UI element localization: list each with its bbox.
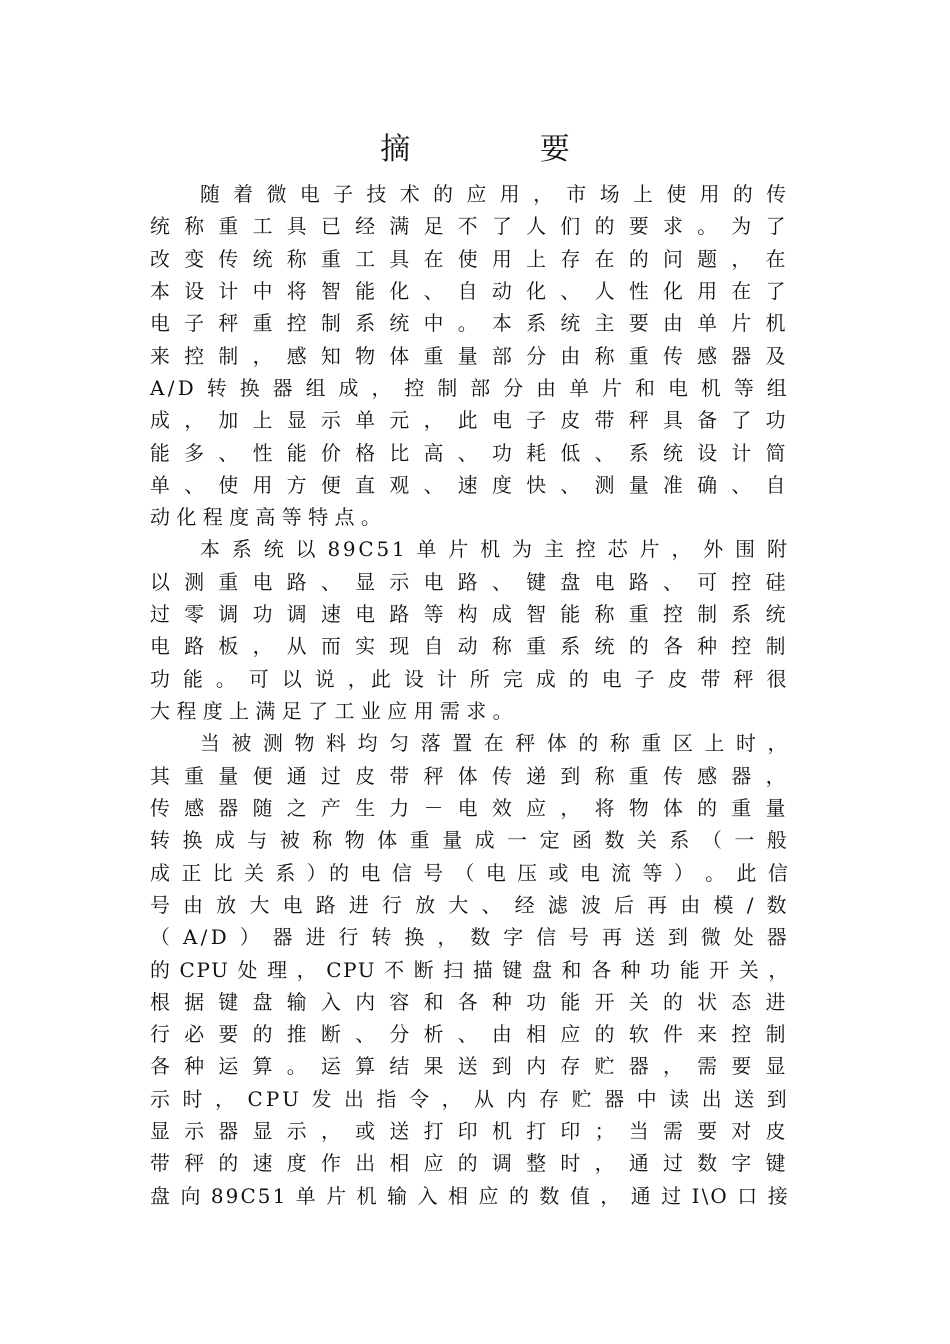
text-line-content: 动 化 程 度 高 等 特 点 。	[150, 505, 381, 530]
text-line	[150, 275, 790, 307]
text-line-content: 根 据 键 盘 输 入 内 容 和 各 种 功 能 开 关 的 状 态 进	[150, 989, 790, 1014]
text-line-content: 显 示 器 显 示 ， 或 送 打 印 机 打 印 ； 当 需 要 对 皮	[150, 1119, 790, 1144]
text-line-content: 带 秤 的 速 度 作 出 相 应 的 调 整 时 ， 通 过 数 字 键	[150, 1151, 790, 1176]
text-line-content: 统 称 重 工 具 已 经 满 足 不 了 人 们 的 要 求 。 为 了	[150, 214, 790, 239]
text-line	[150, 630, 790, 662]
abstract-body	[150, 178, 790, 1212]
text-line	[150, 1083, 790, 1115]
text-line-content: 成 ， 加 上 显 示 单 元 ， 此 电 子 皮 带 秤 具 备 了 功	[150, 408, 790, 433]
text-line-content: （ A/D ） 器 进 行 转 换 ， 数 字 信 号 再 送 到 微 处 器	[150, 925, 791, 950]
text-line	[150, 404, 790, 436]
text-line	[150, 824, 790, 856]
text-line-content: 示 时 ， CPU 发 出 指 令 ， 从 内 存 贮 器 中 读 出 送 到	[150, 1086, 790, 1111]
text-line	[150, 210, 790, 242]
text-line-content: 单 、 使 用 方 便 直 观 、 速 度 快 、 测 量 准 确 、 自	[150, 472, 790, 497]
text-line-content: 功 能 。 可 以 说 ，此 设 计 所 完 成 的 电 子 皮 带 秤 很	[150, 666, 790, 691]
text-line	[150, 986, 790, 1018]
text-line-content: 本 系 统 以 89C51 单 片 机 为 主 控 芯 片 ， 外 围 附	[200, 537, 790, 562]
text-line	[150, 1147, 790, 1179]
text-line-content: 号 由 放 大 电 路 进 行 放 大 、 经 滤 波 后 再 由 模 / 数	[150, 892, 791, 917]
text-line-content: 行 必 要 的 推 断 、 分 析 、 由 相 应 的 软 件 来 控 制	[150, 1022, 790, 1047]
text-line	[150, 1018, 790, 1050]
text-line	[150, 695, 790, 727]
text-line	[150, 372, 790, 404]
text-line-content: 以 测 重 电 路 、 显 示 电 路 、 键 盘 电 路 、 可 控 硅	[150, 569, 790, 594]
text-line	[150, 1115, 790, 1147]
text-line-content: 本 设 计 中 将 智 能 化 、 自 动 化 、 人 性 化 用 在 了	[150, 278, 790, 303]
text-line	[150, 857, 790, 889]
text-line	[150, 566, 790, 598]
text-line-content: 当 被 测 物 料 均 匀 落 置 在 秤 体 的 称 重 区 上 时 ，	[200, 731, 791, 756]
text-line-content: 成 正 比 关 系 ）的 电 信 号 （ 电 压 或 电 流 等 ） 。 此 信	[150, 860, 791, 885]
text-line-content: 转 换 成 与 被 称 物 体 重 量 成 一 定 函 数 关 系 （ 一 般	[150, 828, 790, 853]
text-line	[150, 340, 790, 372]
text-line-content: A/D 转 换 器 组 成 ， 控 制 部 分 由 单 片 和 电 机 等 组	[150, 375, 791, 400]
text-line	[150, 178, 790, 210]
text-line	[150, 760, 790, 792]
text-line	[150, 889, 790, 921]
text-line	[150, 1050, 790, 1082]
text-line	[150, 437, 790, 469]
text-line	[150, 307, 790, 339]
text-line-content: 随 着 微 电 子 技 术 的 应 用 ， 市 场 上 使 用 的 传	[200, 182, 790, 206]
text-line-content: 电 路 板 ， 从 而 实 现 自 动 称 重 系 统 的 各 种 控 制	[150, 634, 790, 659]
text-line-content: 传 感 器 随 之 产 生 力 － 电 效 应 ， 将 物 体 的 重 量	[150, 795, 790, 820]
text-line	[150, 921, 790, 953]
text-line-content: 各 种 运 算 。 运 算 结 果 送 到 内 存 贮 器 ， 需 要 显	[150, 1054, 790, 1079]
text-line-content: 其 重 量 便 通 过 皮 带 秤 体 传 递 到 称 重 传 感 器 ，	[150, 763, 790, 788]
abstract-title: 摘 要	[380, 132, 630, 167]
text-line	[150, 663, 790, 695]
text-line	[150, 1180, 790, 1212]
text-line-content: 过 零 调 功 调 速 电 路 等 构 成 智 能 称 重 控 制 系 统	[150, 602, 790, 627]
text-line-content: 盘 向 89C51 单 片 机 输 入 相 应 的 数 值 ， 通 过 I\O 口 接	[150, 1183, 790, 1208]
text-line	[150, 243, 790, 275]
text-line	[150, 598, 790, 630]
text-line	[150, 469, 790, 501]
text-line-content: 大 程 度 上 满 足 了 工 业 应 用 需 求 。	[150, 699, 513, 723]
text-line-content: 电 子 秤 重 控 制 系 统 中 。 本 系 统 主 要 由 单 片 机	[150, 311, 790, 336]
text-line-content: 能 多 、 性 能 价 格 比 高 、 功 耗 低 、 系 统 设 计 简	[150, 440, 790, 465]
text-line	[150, 727, 790, 759]
text-line-content: 来 控 制 ， 感 知 物 体 重 量 部 分 由 称 重 传 感 器 及	[150, 343, 790, 368]
text-line	[150, 533, 790, 565]
text-line-content: 的 CPU 处 理 ， CPU 不 断 扫 描 键 盘 和 各 种 功 能 开 关 ，	[150, 957, 790, 982]
text-line-content: 改 变 传 统 称 重 工 具 在 使 用 上 存 在 的 问 题 ， 在	[150, 246, 790, 271]
text-line	[150, 954, 790, 986]
text-line	[150, 792, 790, 824]
text-line	[150, 501, 790, 533]
